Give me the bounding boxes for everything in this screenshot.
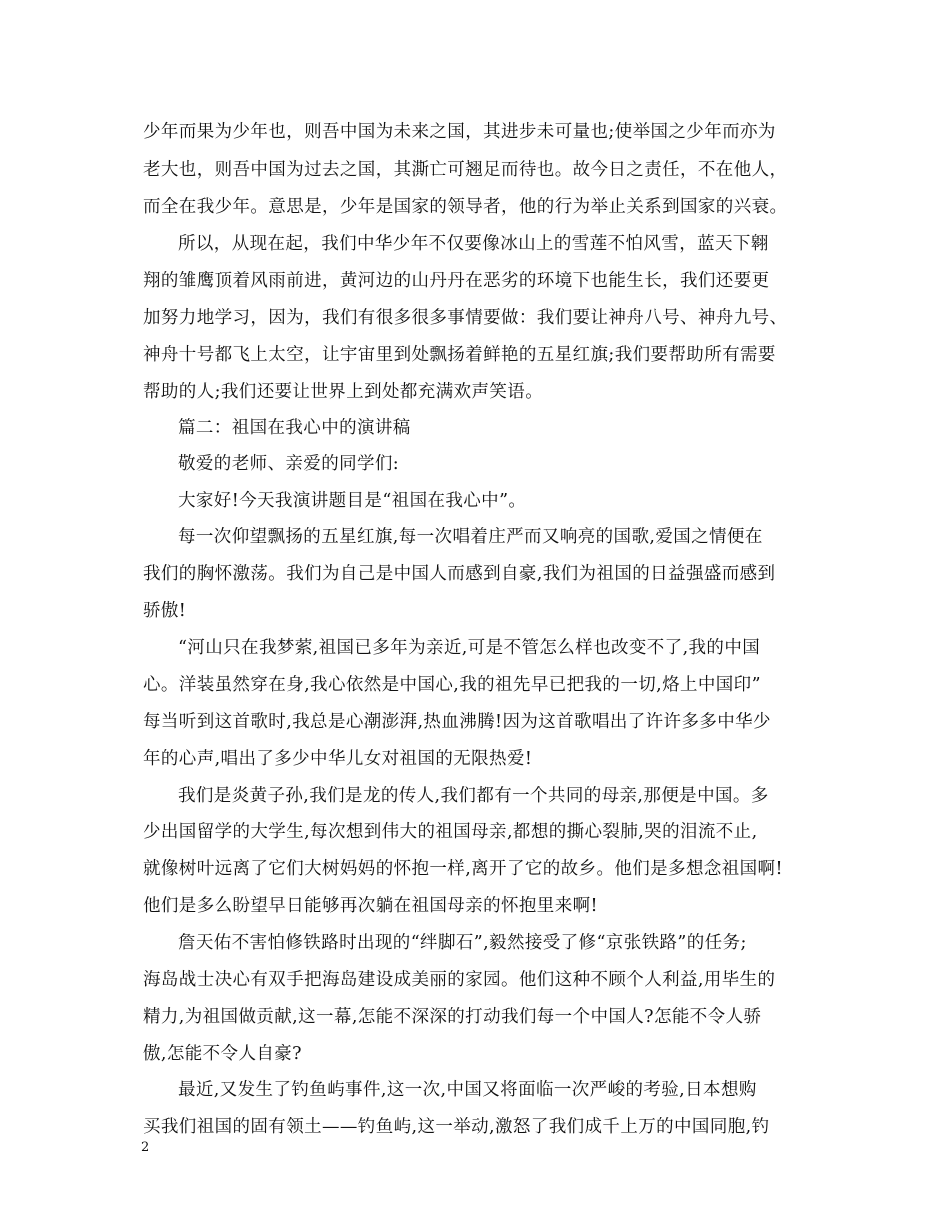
text-line: 老大也，则吾中国为过去之国，其澌亡可翘足而待也。故今日之责任，不在他人，: [143, 160, 788, 180]
text-line: 所以，从现在起，我们中华少年不仅要像冰山上的雪莲不怕风雪，蓝天下翱: [178, 234, 769, 254]
text-line: “河山只在我梦萦,祖国已多年为亲近,可是不管怎么样也改变不了,我的中国: [178, 638, 761, 658]
text-line: 我们的胸怀激荡。我们为自己是中国人而感到自豪,我们为祖国的日益强盛而感到: [143, 564, 776, 584]
text-line: 翔的雏鹰顶着风雨前进，黄河边的山丹丹在恶劣的环境下也能生长，我们还要更: [143, 271, 770, 291]
text-line: 而全在我少年。意思是，少年是国家的领导者，他的行为举止关系到国家的兴衰。: [143, 197, 788, 217]
text-line: 少年而果为少年也，则吾中国为未来之国，其进步未可量也;使举国之少年而亦为: [143, 122, 776, 142]
text-line: 每当听到这首歌时,我总是心潮澎湃,热血沸腾!因为这首歌唱出了许许多多中华少: [143, 712, 771, 732]
text-line: 海岛战士决心有双手把海岛建设成美丽的家园。他们这种不顾个人利益,用毕生的: [143, 970, 776, 990]
text-line: 买我们祖国的固有领土——钓鱼屿,这一举动,激怒了我们成千上万的中国同胞,钓: [143, 1117, 770, 1137]
text-line: 大家好!今天我演讲题目是“祖国在我心中”。: [178, 491, 527, 511]
text-line: 傲,怎能不令人自豪?: [143, 1044, 302, 1064]
section-heading: 篇二：祖国在我心中的演讲稿: [178, 418, 411, 438]
text-line: 敬爱的老师、亲爱的同学们:: [178, 454, 400, 474]
text-line: 心。洋装虽然穿在身,我心依然是中国心,我的祖先早已把我的一切,烙上中国印”: [143, 675, 761, 695]
text-line: 他们是多么盼望早日能够再次躺在祖国母亲的怀抱里来啊!: [143, 896, 598, 916]
text-line: 年的心声,唱出了多少中华儿女对祖国的无限热爱!: [143, 749, 533, 769]
text-line: 骄傲!: [143, 601, 187, 621]
text-line: 精力,为祖国做贡献,这一幕,怎能不深深的打动我们每一个中国人?怎能不令人骄: [143, 1007, 762, 1027]
text-line: 少出国留学的大学生,每次想到伟大的祖国母亲,都想的撕心裂肺,哭的泪流不止,: [143, 822, 758, 842]
page-number: 2: [141, 1140, 150, 1155]
text-line: 就像树叶远离了它们大树妈妈的怀抱一样,离开了它的故乡。他们是多想念祖国啊!: [143, 859, 783, 879]
text-line: 每一次仰望飘扬的五星红旗,每一次唱着庄严而又响亮的国歌,爱国之情便在: [178, 527, 763, 547]
text-line: 加努力地学习，因为，我们有很多很多事情要做：我们要让神舟八号、神舟九号、: [143, 308, 788, 328]
text-line: 詹天佑不害怕修铁路时出现的“绊脚石”,毅然接受了修“京张铁路”的任务;: [178, 933, 747, 953]
text-line: 帮助的人;我们还要让世界上到处都充满欢声笑语。: [143, 382, 544, 402]
text-line: 神舟十号都飞上太空，让宇宙里到处飘扬着鲜艳的五星红旗;我们要帮助所有需要: [143, 345, 776, 365]
text-line: 我们是炎黄子孙,我们是龙的传人,我们都有一个共同的母亲,那便是中国。多: [178, 786, 769, 806]
text-line: 最近,又发生了钓鱼屿事件,这一次,中国又将面临一次严峻的考验,日本想购: [178, 1080, 757, 1100]
